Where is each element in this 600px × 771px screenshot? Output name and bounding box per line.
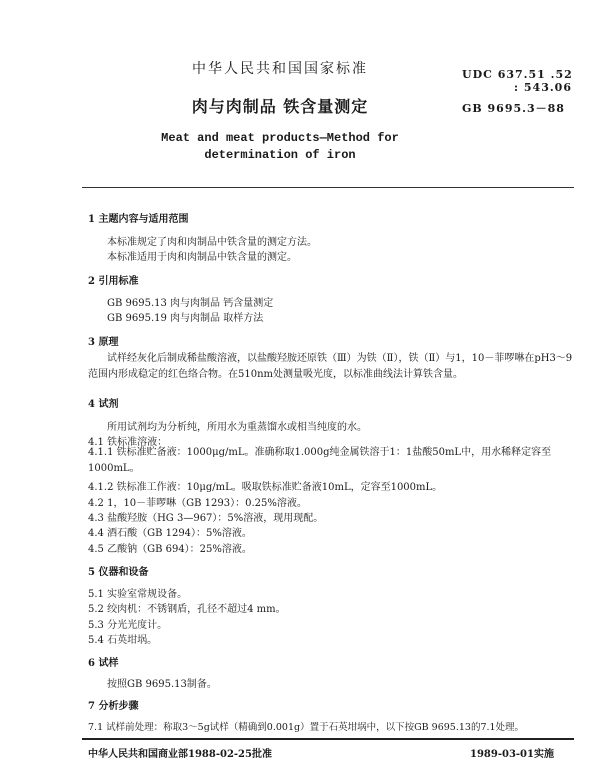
section-1-para-2: 本标准适用于肉和肉制品中铁含量的测定。 xyxy=(107,252,297,263)
section-3-heading: 3 原理 xyxy=(88,337,119,348)
item-4-4: 4.4 酒石酸（GB 1294）：5%溶液。 xyxy=(88,528,252,539)
section-2-heading: 2 引用标准 xyxy=(88,276,139,287)
footer-divider xyxy=(82,738,574,740)
item-5-4: 5.4 石英坩埚。 xyxy=(88,635,158,646)
item-5-2: 5.2 绞肉机：不锈钢盾，孔径不超过4 mm。 xyxy=(88,604,286,615)
reference-2: GB 9695.19 肉与肉制品 取样方法 xyxy=(107,313,264,324)
udc-code xyxy=(462,68,573,94)
section-5-heading: 5 仪器和设备 xyxy=(88,567,149,578)
section-3-para: 试样经灰化后制成稀盐酸溶液，以盐酸羟胺还原铁（Ⅲ）为铁（Ⅱ），铁（Ⅱ）与1，10－菲啰啉在pH3～9范围内形成稳定的红色络合物。在510nm处测量吸光度，以标准曲线法计算铁含量。 xyxy=(88,353,573,380)
section-6-heading: 6 试样 xyxy=(88,658,119,669)
item-5-3: 5.3 分光光度计。 xyxy=(88,620,168,631)
udc-line-2: : 543.06 xyxy=(514,81,572,94)
udc-line-1: UDC 637.51 .52 xyxy=(462,68,573,81)
section-1-heading: 1 主题内容与适用范围 xyxy=(88,214,189,225)
country-standard-title: 中华人民共和国国家标准 xyxy=(192,61,368,77)
english-title-line-2: determination of iron xyxy=(204,148,356,162)
approval-date: 中华人民共和国商业部1988-02-25批准 xyxy=(88,749,272,760)
english-title-line-1: Meat and meat products—Method for xyxy=(161,131,399,145)
item-7-1: 7.1 试样前处理：称取3～5g试样（精确到0.001g）置于石英坩埚中，以下按GB 9695.13的7.1处理。 xyxy=(88,722,525,733)
header-divider xyxy=(82,187,574,188)
item-4-1: 4.1 铁标准溶液： xyxy=(88,437,168,448)
section-1-para-1: 本标准规定了肉和肉制品中铁含量的测定方法。 xyxy=(107,237,317,248)
item-4-5: 4.5 乙酸钠（GB 694）：25%溶液。 xyxy=(88,544,252,555)
gb-code: GB 9695.3－88 xyxy=(462,102,565,115)
item-4-1-2: 4.1.2 铁标准工作液：10μg/mL。吸取铁标准贮备液10mL，定容至1000mL。 xyxy=(88,482,443,493)
section-6-para: 按照GB 9695.13制备。 xyxy=(107,679,217,690)
section-4-intro: 所用试剂均为分析纯，所用水为重蒸馏水或相当纯度的水。 xyxy=(107,422,367,433)
item-4-2: 4.2 1，10－菲啰啉（GB 1293）：0.25%溶液。 xyxy=(88,498,307,509)
effective-date: 1989-03-01实施 xyxy=(470,749,554,760)
item-5-1: 5.1 实验室常规设备。 xyxy=(88,589,188,600)
reference-1: GB 9695.13 肉与肉制品 钙含量测定 xyxy=(107,298,274,309)
section-4-heading: 4 试剂 xyxy=(88,399,119,410)
document-title: 肉与肉制品 铁含量测定 xyxy=(191,97,369,116)
item-4-1-1: 4.1.1 铁标准贮备液：1000μg/mL。准确称取1.000g纯金属铁溶于1：1盐酸50mL中，用水稀释定容至1000mL。 xyxy=(88,447,552,474)
section-7-heading: 7 分析步骤 xyxy=(88,701,139,712)
item-4-3: 4.3 盐酸羟胺（HG 3—967）：5%溶液，现用现配。 xyxy=(88,513,324,524)
